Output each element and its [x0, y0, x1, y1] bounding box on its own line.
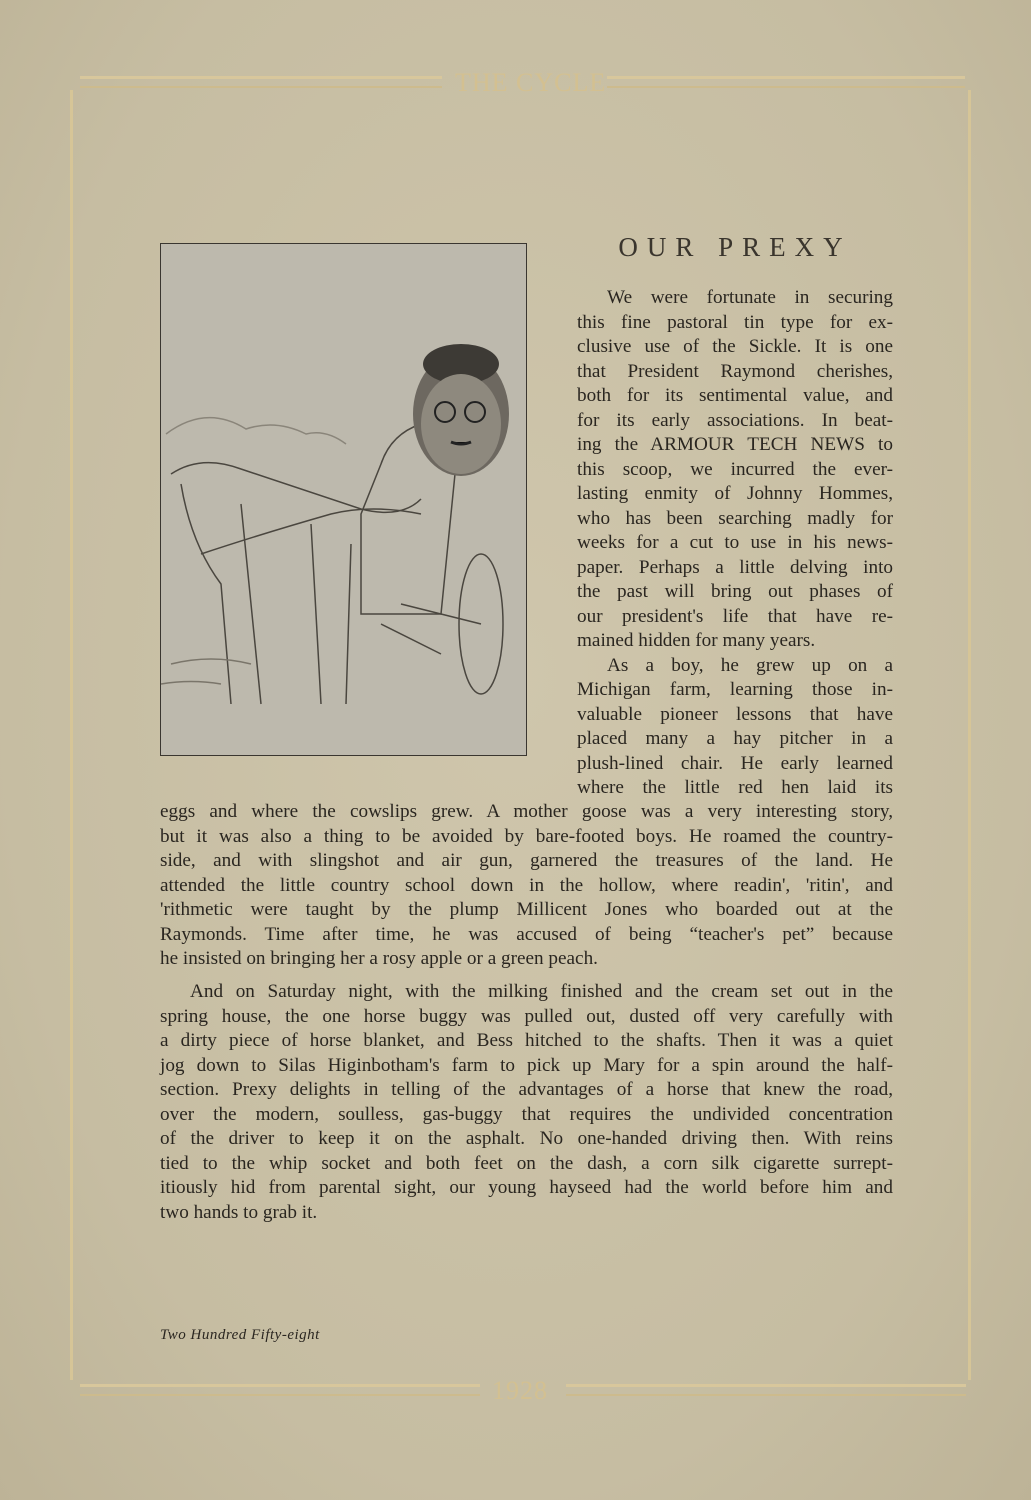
text-line: Raymonds. Time after time, he was accused of being “teacher's pet” because: [160, 923, 893, 945]
caricature-illustration: [160, 243, 527, 756]
text-line: clusive use of the Sickle. It is one: [577, 336, 893, 357]
text-line: As a boy, he grew up on a: [607, 654, 893, 676]
text-line: 'rithmetic were taught by the plump Millicent Jones who boarded out at the: [160, 899, 893, 920]
article-title: OUR PREXY: [618, 232, 852, 262]
text-line: who has been searching madly for: [577, 507, 893, 529]
text-line: that President Raymond cherishes,: [577, 360, 893, 382]
text-line: plush-lined chair. He early learned: [577, 752, 893, 774]
text-line: mained hidden for many years.: [577, 630, 816, 651]
text-line: Michigan farm, learning those in-: [577, 679, 893, 700]
header-title: THE CYCLE: [455, 68, 607, 97]
text-line: ing the ARMOUR TECH NEWS to: [577, 434, 893, 455]
text-line: for its early associations. In beat-: [577, 409, 893, 431]
text-line: over the modern, soulless, gas-buggy that requires the undivided concentration: [160, 1103, 893, 1125]
text-line: a dirty piece of horse blanket, and Bess hitched to the shafts. Then it was a quiet: [160, 1030, 893, 1051]
horse-buggy-sketch: [161, 244, 526, 755]
text-line: the past will bring out phases of: [577, 581, 893, 602]
text-line: our president's life that have re-: [577, 605, 893, 627]
header-rule-right: [607, 76, 965, 88]
footer-rule-left: [80, 1384, 480, 1396]
text-line: but it was also a thing to be avoided by bare-footed boys. He roamed the country-: [160, 825, 893, 847]
text-line: paper. Perhaps a little delving into: [577, 556, 893, 578]
text-line: And on Saturday night, with the milking finished and the cream set out in the: [190, 981, 893, 1002]
text-line: jog down to Silas Higinbotham's farm to pick up Mary for a spin around the half-: [160, 1054, 893, 1076]
text-line: attended the little country school down in the hollow, where readin', 'ritin', and: [160, 874, 893, 896]
footer-rule-right: [566, 1384, 966, 1396]
header-rule-left: [80, 76, 442, 88]
text-line: weeks for a cut to use in his news-: [577, 532, 893, 553]
frame-right: [968, 90, 976, 1380]
footer-year: 1928: [492, 1376, 548, 1405]
text-line: tied to the whip socket and both feet on the dash, a corn silk cigarette surrept-: [160, 1152, 893, 1174]
text-line: section. Prexy delights in telling of the advantages of a horse that knew the road,: [160, 1079, 893, 1100]
text-line: eggs and where the cowslips grew. A mother goose was a very interesting story,: [160, 801, 893, 822]
text-line: of the driver to keep it on the asphalt. No one-handed driving then. With reins: [160, 1128, 893, 1149]
text-line: valuable pioneer lessons that have: [577, 703, 893, 725]
text-line: placed many a hay pitcher in a: [577, 728, 893, 749]
text-line: where the little red hen laid its: [577, 777, 893, 798]
text-line: two hands to grab it.: [160, 1201, 318, 1223]
text-line: lasting enmity of Johnny Hommes,: [577, 483, 893, 504]
text-line: he insisted on bringing her a rosy apple or a green peach.: [160, 948, 598, 969]
frame-left: [70, 90, 78, 1380]
text-line: both for its sentimental value, and: [577, 385, 893, 406]
text-line: side, and with slingshot and air gun, garnered the treasures of the land. He: [160, 850, 893, 871]
text-line: We were fortunate in securing: [607, 287, 893, 308]
text-line: itiously hid from parental sight, our young hayseed had the world before him and: [160, 1177, 893, 1198]
text-line: this scoop, we incurred the ever-: [577, 458, 893, 480]
page-number-label: Two Hundred Fifty-eight: [160, 1327, 320, 1343]
text-line: this fine pastoral tin type for ex-: [577, 311, 893, 333]
text-line: spring house, the one horse buggy was pulled out, dusted off very carefully with: [160, 1005, 893, 1027]
